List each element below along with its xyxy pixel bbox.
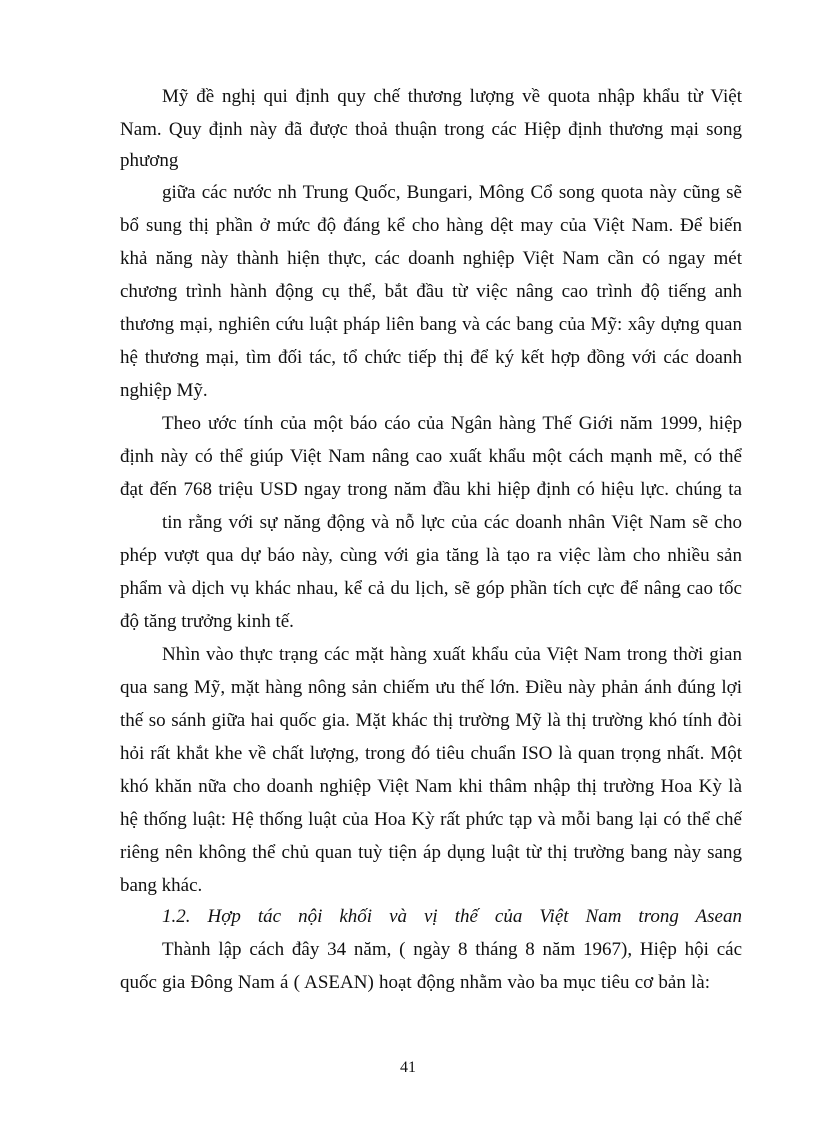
paragraph-line: định này có thể giúp Việt Nam nâng cao xuất khẩu một cách mạnh mẽ, có thể [120,446,742,467]
paragraph-line: Mỹ đề nghị qui định quy chế thương lượng về quota nhập khẩu từ Việt [162,86,742,107]
section-heading: 1.2. Hợp tác nội khối và vị thế của Việt Nam trong Asean [162,906,742,927]
paragraph-line: tin rằng với sự năng động và nỗ lực của các doanh nhân Việt Nam sẽ cho [162,512,742,533]
paragraph-line: giữa các nước nh Trung Quốc, Bungari, Mông Cổ song quota này cũng sẽ [162,182,742,203]
paragraph-line: Nam. Quy định này đã được thoả thuận trong các Hiệp định thương mại song [120,119,742,140]
paragraph-line: riêng nên không thể chủ quan tuỳ tiện áp dụng luật từ thị trường bang này sang [120,842,742,863]
paragraph-line: nghiệp Mỹ. [120,380,208,401]
paragraph-line: hỏi rất khắt khe về chất lượng, trong đó tiêu chuẩn ISO là quan trọng nhất. Một [120,743,742,764]
paragraph-line: khó khăn nữa cho doanh nghiệp Việt Nam khi thâm nhập thị trường Hoa Kỳ là [120,776,742,797]
paragraph-line: đạt đến 768 triệu USD ngay trong năm đầu khi hiệp định có hiệu lực. chúng ta [120,479,742,500]
paragraph-line: qua sang Mỹ, mặt hàng nông sản chiếm ưu thế lớn. Điều này phản ánh đúng lợi [120,677,742,698]
page-number: 41 [400,1059,416,1076]
paragraph-line: Nhìn vào thực trạng các mặt hàng xuất khẩu của Việt Nam trong thời gian [162,644,742,665]
paragraph-line: phương [120,150,179,171]
paragraph-line: bổ sung thị phần ở mức độ đáng kể cho hàng dệt may của Việt Nam. Để biến [120,215,742,236]
paragraph-line: hệ thống luật: Hệ thống luật của Hoa Kỳ rất phức tạp và mỗi bang lại có thể chế [120,809,742,830]
paragraph-line: chương trình hành động cụ thể, bắt đầu từ việc nâng cao trình độ tiếng anh [120,281,742,302]
paragraph-line: thế so sánh giữa hai quốc gia. Mặt khác thị trường Mỹ là thị trường khó tính đòi [120,710,742,731]
paragraph-line: thương mại, nghiên cứu luật pháp liên bang và các bang của Mỹ: xây dựng quan [120,314,742,335]
paragraph-line: phép vượt qua dự báo này, cùng với gia tăng là tạo ra việc làm cho nhiều sản [120,545,742,566]
paragraph-line: độ tăng trưởng kinh tế. [120,611,294,632]
paragraph-line: quốc gia Đông Nam á ( ASEAN) hoạt động nhằm vào ba mục tiêu cơ bản là: [120,972,710,993]
paragraph-line: bang khác. [120,875,203,896]
paragraph-line: phẩm và dịch vụ khác nhau, kể cả du lịch, sẽ góp phần tích cực để nâng cao tốc [120,578,742,599]
paragraph-line: hệ thương mại, tìm đối tác, tổ chức tiếp thị để ký kết hợp đồng với các doanh [120,347,742,368]
paragraph-line: Theo ước tính của một báo cáo của Ngân hàng Thế Giới năm 1999, hiệp [162,413,742,434]
paragraph-line: khả năng này thành hiện thực, các doanh nghiệp Việt Nam cần có ngay mét [120,248,742,269]
paragraph-line: Thành lập cách đây 34 năm, ( ngày 8 tháng 8 năm 1967), Hiệp hội các [162,939,742,960]
